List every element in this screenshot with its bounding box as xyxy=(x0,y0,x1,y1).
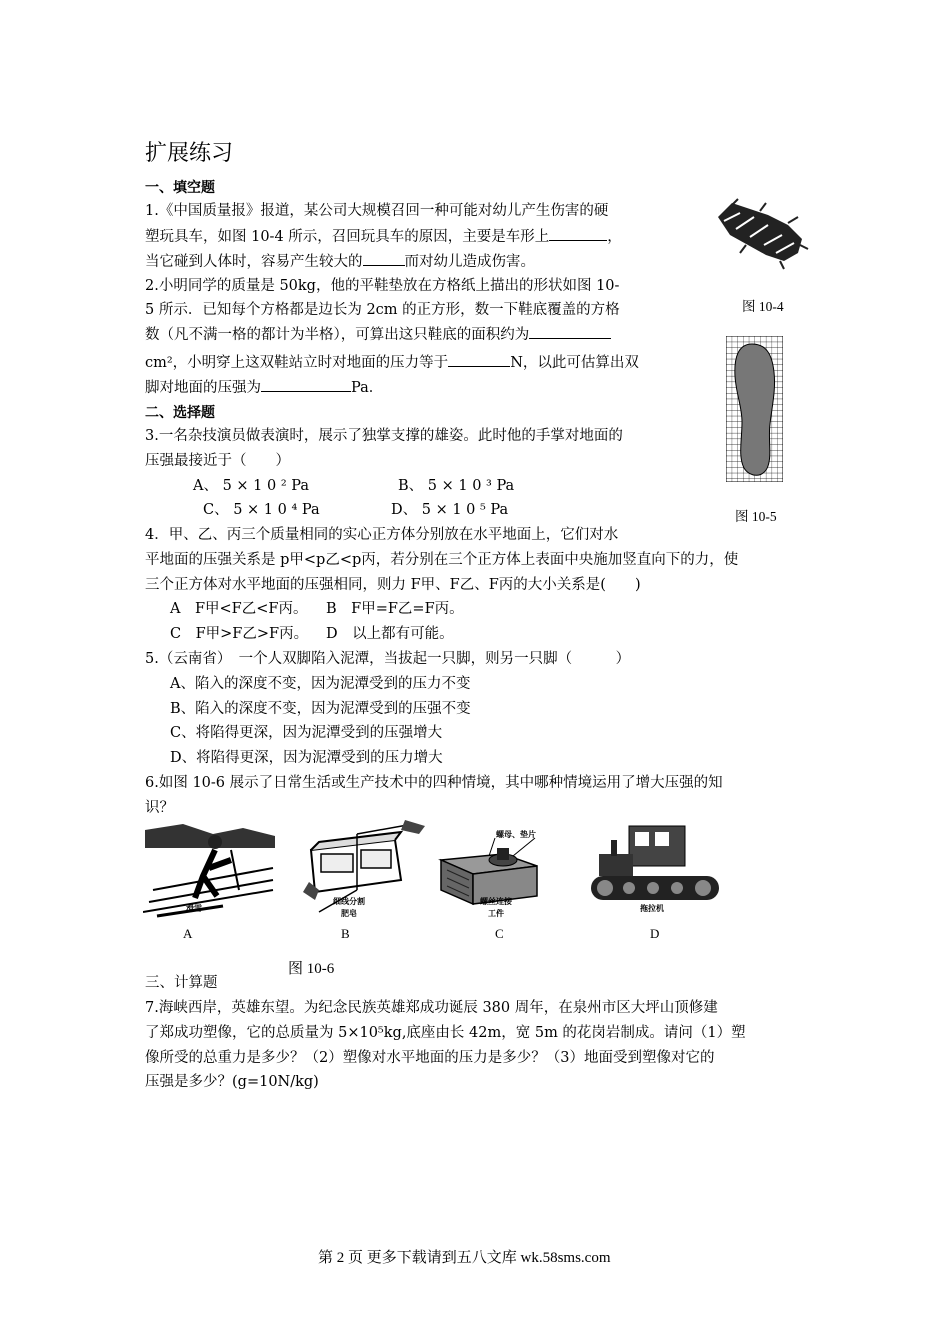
q5-option-d[interactable]: D、将陷得更深，因为泥潭受到的压力增大 xyxy=(170,750,443,766)
scene-c-letter: C xyxy=(495,926,504,941)
q2-blank-area[interactable] xyxy=(529,324,611,339)
q6-line2: 识？ xyxy=(145,800,174,816)
q2-line3: 数（凡不满一格的都计为半格），可算出这只鞋底的面积约为 xyxy=(145,324,611,345)
scene-c-parts-label: 螺母、垫片 xyxy=(496,830,536,839)
figure-10-5-caption: 图 10-5 xyxy=(735,509,777,524)
q2-blank-pressure[interactable] xyxy=(261,377,351,392)
q2-line4: cm²，小明穿上这双鞋站立时对地面的压力等于 N，以此可估算出双 xyxy=(145,352,639,373)
q4-option-a[interactable]: A F甲<F乙<F丙。 xyxy=(170,601,308,617)
q7-line4: 压强是多少？(g=10N/kg) xyxy=(145,1074,319,1090)
figure-10-4-caption: 图 10-4 xyxy=(742,299,784,314)
q3-option-b[interactable]: B、 5 × 1 0 ³ Pa xyxy=(398,478,515,494)
figure-10-5-shoe-grid xyxy=(726,336,783,482)
scene-b-letter: B xyxy=(341,926,350,941)
section-choice: 二、选择题 xyxy=(145,405,215,421)
scene-c-caption: 螺丝连接 工件 xyxy=(480,897,512,918)
page-title: 扩展练习 xyxy=(145,141,234,166)
q1-line1: 1.《中国质量报》报道，某公司大规模召回一种可能对幼儿产生伤害的硬 xyxy=(145,203,609,219)
scene-a-skiing xyxy=(143,824,275,916)
section-calculation: 三、计算题 xyxy=(145,975,218,991)
q4-option-c[interactable]: C F甲>F乙>F丙。 xyxy=(170,626,309,642)
q2-line2: 5 所示．已知每个方格都是边长为 2cm 的正方形，数一下鞋底覆盖的方格 xyxy=(145,302,620,318)
section-fill-in: 一、填空题 xyxy=(145,180,215,196)
scene-b-caption: 细线分割 肥皂 xyxy=(333,897,365,918)
figure-10-6-scenes xyxy=(143,820,723,945)
scene-d-caption: 拖拉机 xyxy=(640,904,664,913)
q3-option-a[interactable]: A、 5 × 1 0 ² Pa xyxy=(193,478,310,494)
q7-line3: 像所受的总重力是多少？（2）塑像对水平地面的压力是多少？（3）地面受到塑像对它的 xyxy=(145,1050,715,1066)
q1-blank2[interactable] xyxy=(363,251,405,266)
q2-line5: 脚对地面的压强为 Pa． xyxy=(145,377,383,398)
q2-line1: 2.小明同学的质量是 50kg，他的平鞋垫放在方格纸上描出的形状如图 10- xyxy=(145,278,620,294)
scene-d-tractor xyxy=(591,826,719,900)
q4-option-b[interactable]: B F甲=F乙=F丙。 xyxy=(326,601,464,617)
page-footer: 第 2 页 更多下载请到五八文库 wk.58sms.com xyxy=(318,1250,611,1266)
q1-line2: 塑玩具车，如图 10-4 所示，召回玩具车的原因，主要是车形上 ， xyxy=(145,226,622,247)
q5-option-a[interactable]: A、陷入的深度不变，因为泥潭受到的压力不变 xyxy=(170,676,471,692)
q5-line1: 5.（云南省） 一个人双脚陷入泥潭，当拔起一只脚，则另一只脚（ ） xyxy=(145,651,631,667)
scene-a-letter: A xyxy=(183,926,193,941)
figure-10-4-toy-car xyxy=(710,195,810,270)
q3-option-c[interactable]: C、 5 × 1 0 ⁴ Pa xyxy=(203,502,320,518)
q4-line2: 平地面的压强关系是 p甲<p乙<p丙，若分别在三个正方体上表面中央施加竖直向下的力，使 xyxy=(145,552,739,568)
q4-line3: 三个正方体对水平地面的压强相同，则力 F甲、F乙、F丙的大小关系是( ) xyxy=(145,577,641,593)
q4-option-d[interactable]: D 以上都有可能。 xyxy=(326,626,454,642)
figure-10-6-caption: 图 10-6 xyxy=(288,961,335,977)
q2-blank-force[interactable] xyxy=(448,352,510,367)
q3-line2: 压强最接近于（ ） xyxy=(145,453,290,469)
q7-line2: 了郑成功塑像，它的总质量为 5×10⁵kg,底座由长 42m，宽 5m 的花岗岩制成。请问（1）塑 xyxy=(145,1025,746,1041)
scene-a-caption: 滑雪 xyxy=(186,904,202,913)
q7-line1: 7.海峡西岸，英雄东望。为纪念民族英雄郑成功诞辰 380 周年，在泉州市区大坪山顶修建 xyxy=(145,1000,718,1016)
scene-c-bolt xyxy=(441,838,537,904)
q4-line1: 4．甲、乙、丙三个质量相同的实心正方体分别放在水平地面上，它们对水 xyxy=(145,527,619,543)
q1-line3: 当它碰到人体时，容易产生较大的 而对幼儿造成伤害。 xyxy=(145,251,535,272)
scene-d-letter: D xyxy=(650,926,660,941)
q6-line1: 6.如图 10-6 展示了日常生活或生产技术中的四种情境，其中哪种情境运用了增大压强的知 xyxy=(145,775,723,791)
q3-option-d[interactable]: D、 5 × 1 0 ⁵ Pa xyxy=(391,502,509,518)
q1-blank1[interactable] xyxy=(549,226,607,241)
q5-option-c[interactable]: C、将陷得更深，因为泥潭受到的压强增大 xyxy=(170,725,443,741)
q3-line1: 3.一名杂技演员做表演时，展示了独掌支撑的雄姿。此时他的手掌对地面的 xyxy=(145,428,623,444)
q5-option-b[interactable]: B、陷入的深度不变，因为泥潭受到的压强不变 xyxy=(170,701,471,717)
